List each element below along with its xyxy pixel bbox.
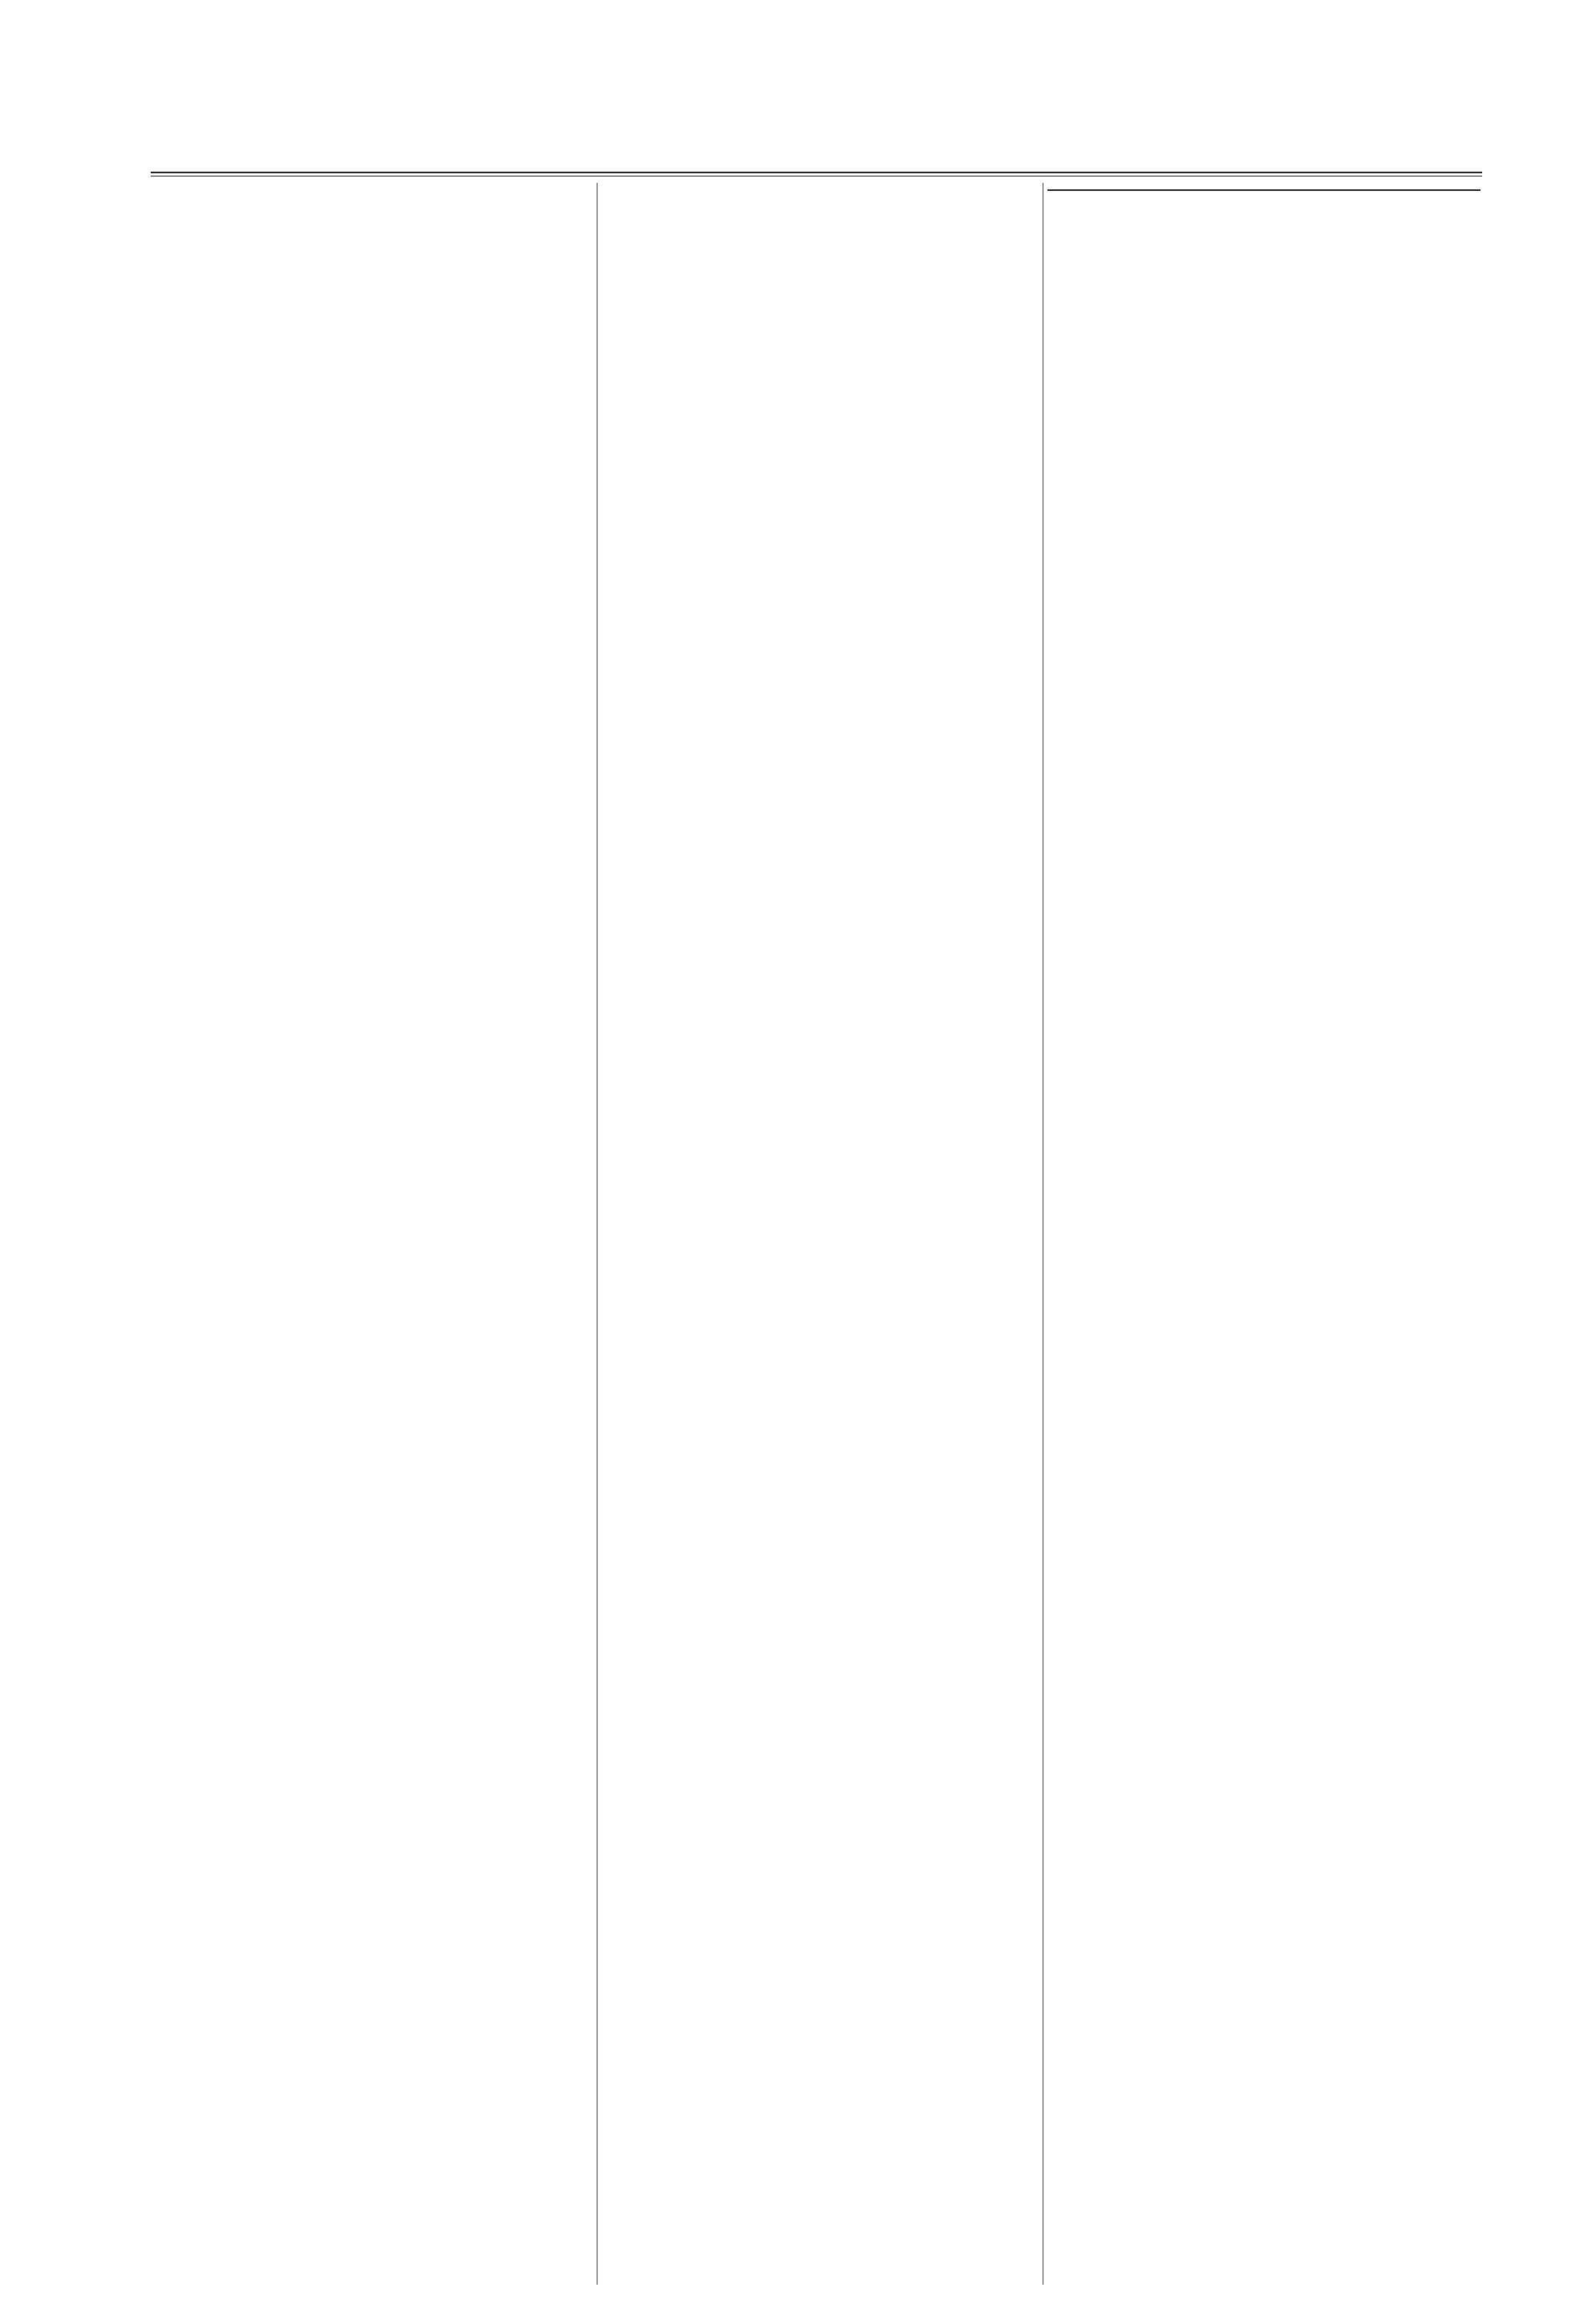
header-rule (151, 172, 1482, 173)
column-metropolitan-2 (603, 183, 1043, 2285)
divider (1047, 189, 1481, 191)
column-west-lancashire (1047, 183, 1481, 2285)
page-header (151, 120, 1482, 168)
column-metropolitan-1 (151, 183, 590, 2285)
